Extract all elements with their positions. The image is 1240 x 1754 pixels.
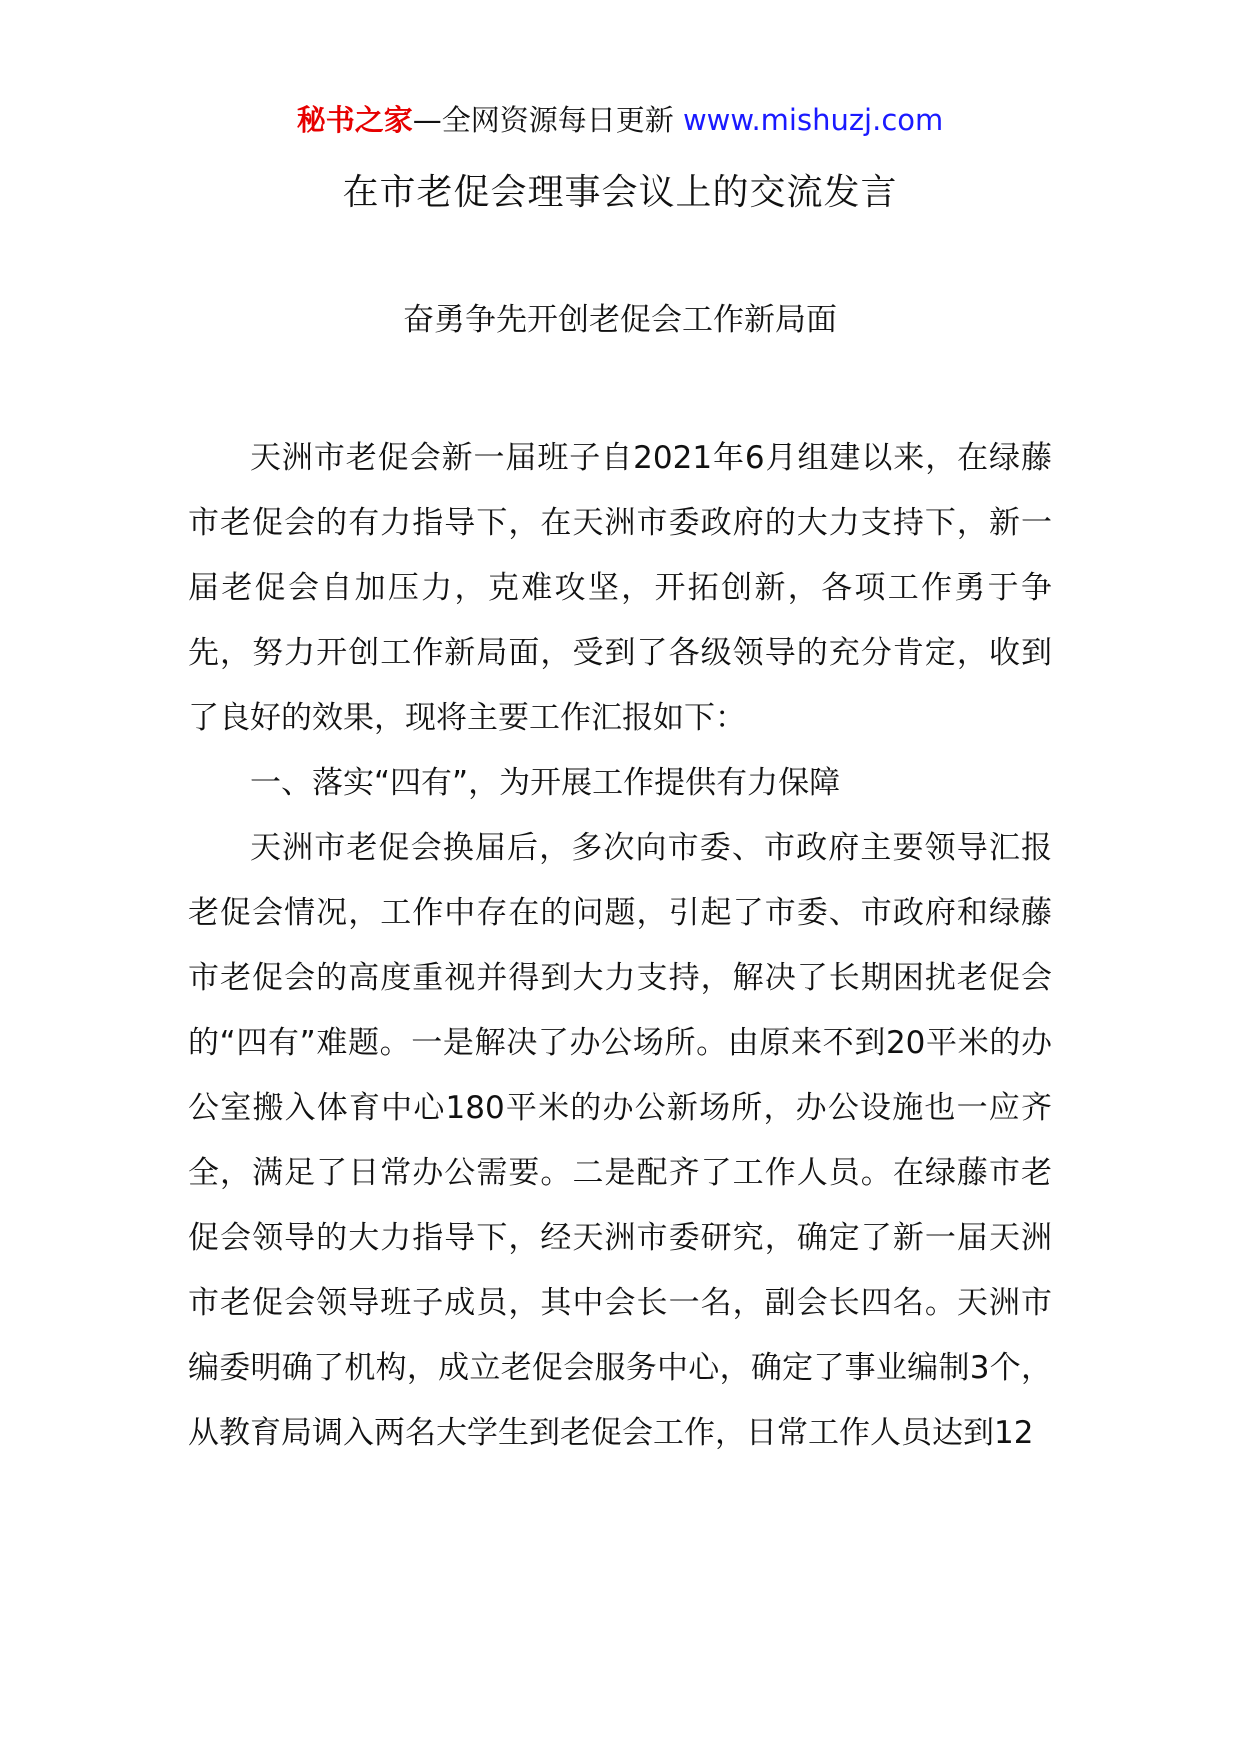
brand-name: 秘书之家 — [296, 103, 413, 137]
document-subtitle: 奋勇争先开创老促会工作新局面 — [403, 302, 837, 338]
site-url-link[interactable]: www.mishuzj.com — [682, 103, 944, 137]
section-heading-1: 一、落实“四有”，为开展工作提供有力保障 — [250, 765, 841, 801]
header-slogan: —全网资源每日更新 — [412, 103, 674, 137]
body-paragraph-intro: 天洲市老促会新一届班子自2021年6月组建以来，在绿藤市老促会的有力指导下，在天洲市委政府的大力支持下，新一届老促会自加压力，克难攻坚，开拓创新，各项工作勇于争先，努力开创工作新局面，受到了各级领导的充分肯定，收到了良好的效果，现将主要工作汇报如下： — [188, 440, 1052, 736]
site-header — [0, 100, 1240, 140]
document-body — [188, 426, 1052, 1466]
document-title: 在市老促会理事会议上的交流发言 — [342, 172, 898, 213]
body-paragraph-section-1: 天洲市老促会换届后，多次向市委、市政府主要领导汇报老促会情况，工作中存在的问题，引起了市委、市政府和绿藤市老促会的高度重视并得到大力支持，解决了长期困扰老促会的“四有”难题。一是解决了办公场所。由原来不到20平米的办公室搬入体育中心180平米的办公新场所，办公设施也一应齐全，满足了日常办公需要。二是配齐了工作人员。在绿藤市老促会领导的大力指导下，经天洲市委研究，确定了新一届天洲市老促会领导班子成员，其中会长一名，副会长四名。天洲市编委明确了机构，成立老促会服务中心，确定了事业编制3个，从教育局调入两名大学生到老促会工作，日常工作人员达到12 — [188, 830, 1052, 1451]
